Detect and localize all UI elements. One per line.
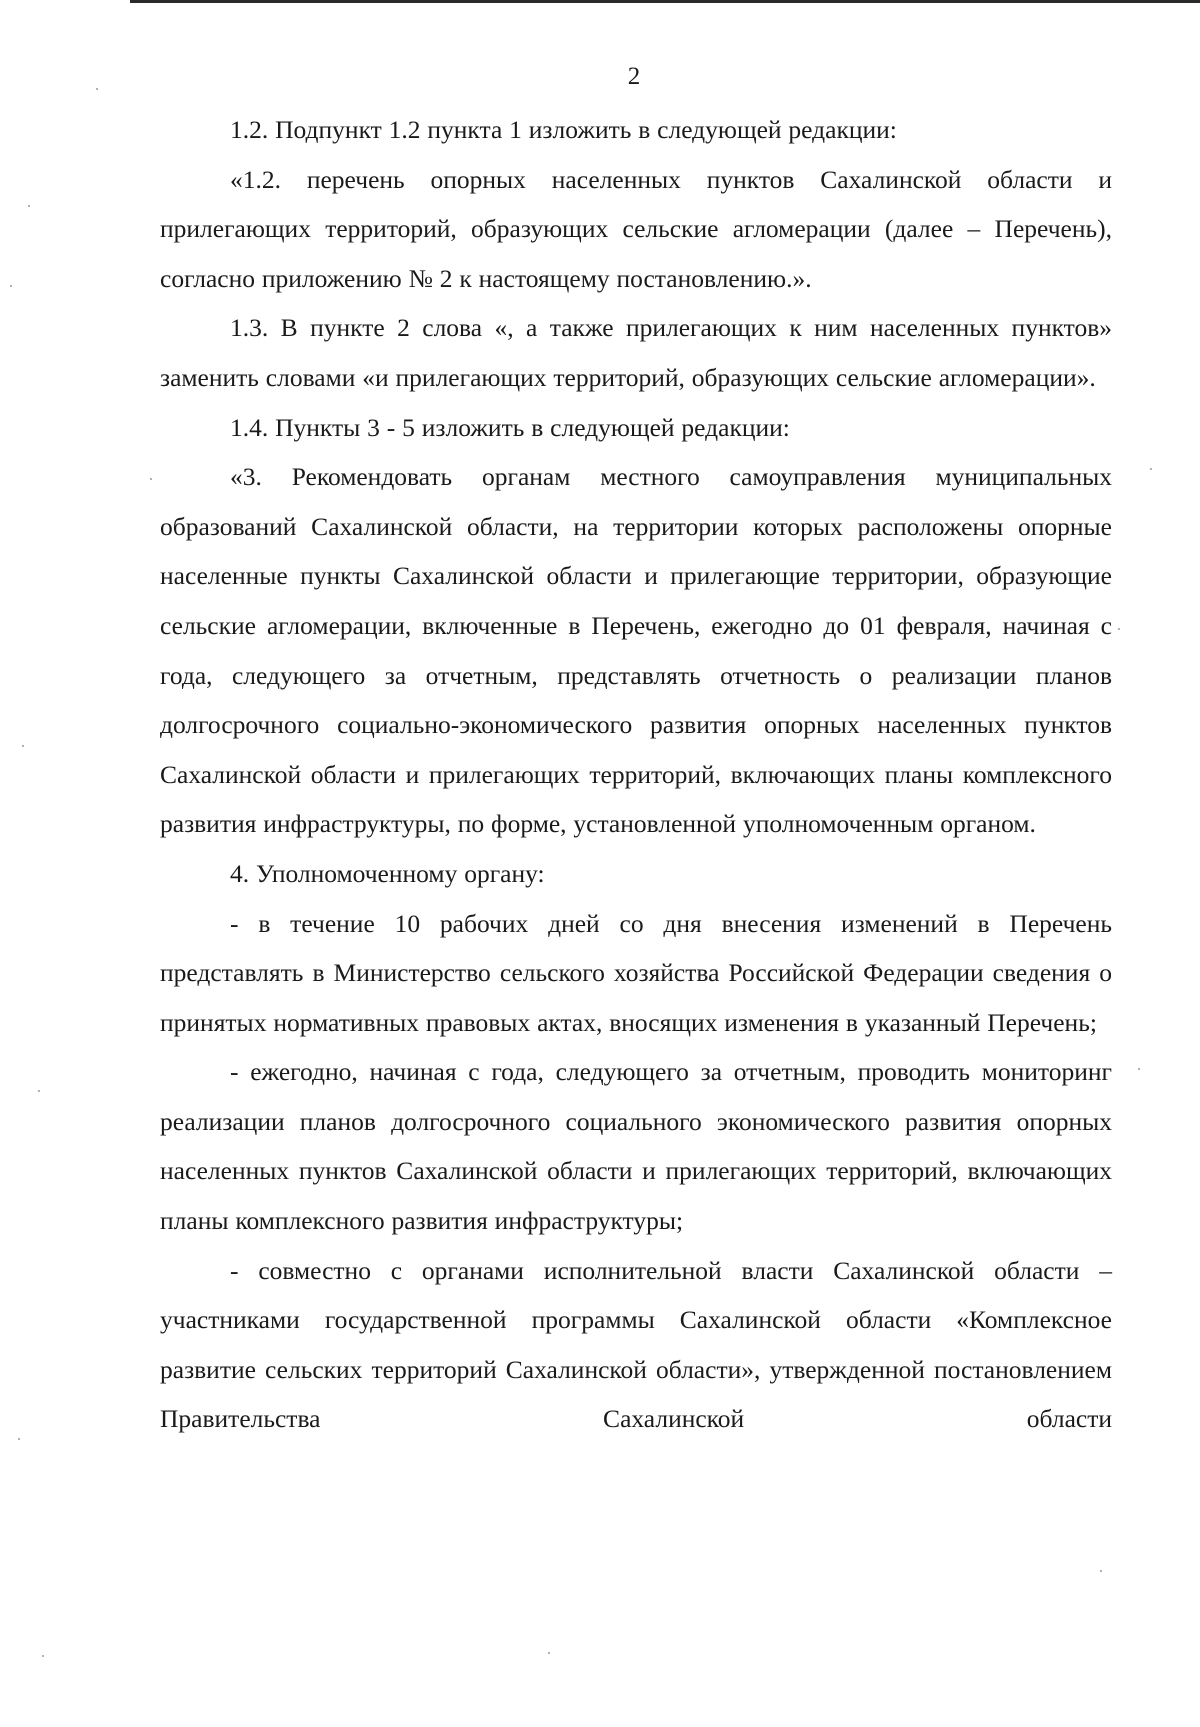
document-body	[160, 105, 1112, 1444]
scan-speck	[18, 1438, 20, 1440]
paragraph-1-4-heading: 1.4. Пункты 3 - 5 изложить в следующей редакции:	[230, 412, 790, 442]
scan-speck	[10, 285, 12, 287]
paragraph-4-heading: 4. Уполномоченному органу:	[230, 858, 545, 888]
scan-speck	[96, 88, 98, 90]
scan-speck	[1138, 1068, 1140, 1070]
page-number: 2	[627, 63, 641, 90]
list-item-monitoring: - ежегодно, начиная с года, следующего за отчетным, проводить мониторинг реализации планов долгосрочного социального экономического развития опорных населенных пунктов Сахалинской области и прилегающих территорий, включающих планы комплексного развития инфраструктуры;	[160, 1057, 1112, 1236]
paragraph-1-2-heading: 1.2. Подпункт 1.2 пункта 1 изложить в следующей редакции:	[230, 115, 897, 144]
list-item-report-changes: - в течение 10 рабочих дней со дня внесения изменений в Перечень представлять в Министерство сельского хозяйства Российской Федерации сведения о принятых нормативных правовых актах, вносящих изменения в указанный Перечень;	[160, 908, 1112, 1037]
scan-top-edge	[130, 0, 1200, 3]
paragraph-1-2-text: «1.2. перечень опорных населенных пунктов Сахалинской области и прилегающих территорий, образующих сельские агломерации (далее – Перечень), согласно приложению № 2 к настоящему постановлению.».	[160, 164, 1112, 293]
scan-speck	[1118, 628, 1120, 630]
scan-speck	[42, 1655, 44, 1657]
scan-speck	[1100, 1570, 1102, 1572]
paragraph-3: «3. Рекомендовать органам местного самоуправления муниципальных образований Сахалинской области, на территории которых расположены опорные населенные пункты Сахалинской области и прилегающие территории, образующие сельские агломерации, включенные в Перечень, ежегодно до 01 февраля, начиная с года, следующего за отчетным, представлять отчетность о реализации планов долгосрочного социально-экономического развития опорных населенных пунктов Сахалинской области и прилегающих территорий, включающих планы комплексного развития инфраструктуры, по форме, установленной уполномоченным органом.	[160, 462, 1112, 839]
scan-speck	[150, 478, 152, 480]
paragraph-1-3: 1.3. В пункте 2 слова «, а также прилегающих к ним населенных пунктов» заменить словами «и прилегающих территорий, образующих сельские агломерации».	[160, 313, 1112, 392]
scan-speck	[1150, 468, 1152, 470]
list-item-joint-work: - совместно с органами исполнительной власти Сахалинской области – участниками государственной программы Сахалинской области «Комплексное развитие сельских территорий Сахалинской области», утвержденной постановлением Правительства Сахалинской области	[160, 1255, 1112, 1434]
scan-speck	[28, 205, 30, 207]
scan-speck	[548, 1652, 550, 1654]
scan-speck	[38, 1090, 40, 1092]
scan-speck	[22, 745, 24, 747]
